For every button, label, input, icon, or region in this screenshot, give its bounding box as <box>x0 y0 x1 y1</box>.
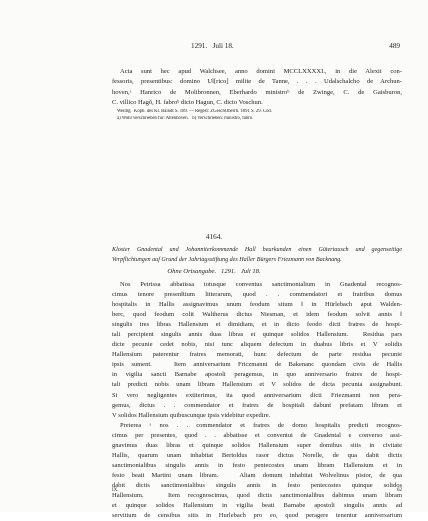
text-line: Hallis, quarum unam inhabitat Bertoldus rasor dictus Norelle, de qua dabit dictis <box>112 451 402 459</box>
text-line: Acta sunt hec apud Walchsee, anno domini MCCLXXXXI., in die Alexii con- <box>120 68 402 75</box>
note-line: Weilbg. Kopb. des Kl. Baindt S. 189. — Regest: ZGeschOberrh. 1891 S. 29. Cod. <box>117 109 272 114</box>
page-number: 489 <box>389 42 400 50</box>
charter-text <box>112 280 402 521</box>
header-date: 1291. Juli 18. <box>191 42 234 50</box>
text-line: festo beati Martini unam libram. Aliam domum inhabitat Wolvelinus pistor, de qua <box>112 471 402 479</box>
text-line: cimus tenore presen‖tium litterarum, quod . . commendatori et fratribus domus <box>112 291 402 299</box>
volume-mark: IX. <box>112 488 119 493</box>
text-line: dabit dictis sanctimonialibus singulis annis in festo pentecostes quinque solidos <box>112 481 402 489</box>
text-line: fessoris, presentibus: domino Ul[rico] milite de Tanne, . . . Udalschalcho de Archun- <box>112 78 402 86</box>
intro-paragraph <box>112 67 402 108</box>
text-line: gemus, dictus . . commendator et fratres de hospitali dabunt prefatam libram et <box>112 401 402 409</box>
text-line: Preterea ᵃ nos . . commendator et fratres de domo hospitalis predicti recognos- <box>120 421 402 429</box>
text-line: servitium de censibus sitis in Hurlebach pro eo, quod peragere tenentur anniversarium <box>112 512 402 520</box>
text-line: berc, quod feodum colit Waltherus dictus Niesman, et idem feodum solvit annis ‖ <box>112 311 402 319</box>
text-line: C. villico Hagŏ, H. fabroᵇ dicto Hagun, C. dicto Voschun. <box>112 98 263 106</box>
text-line: dicte pecunie cedet nobis, nisi tunc aliquem defectum in duabus libris et V solidis <box>112 341 402 349</box>
text-line: hospitalis in Hallis assignavimus unum feodum situm ‖ in Hürlebach aput Walden- <box>112 301 402 309</box>
text-line: cimus per presentes, quod . . abbatisse et conventui de Gnadental e converso assi- <box>112 431 402 439</box>
text-line: ipsis sument. Item anniversarium Friczmanni de Bakenanc quondam civis de Hallis <box>112 361 402 369</box>
text-line: et quinque solidos Hallensium in vigilia beati Barnabe apostoli singulis annis ad <box>112 502 402 510</box>
text-line: Hallensium paterentur fratres memorati, hunc defectum de parte residua pecunie <box>112 351 402 359</box>
text-line: sanctimonialibus singulis annis in festo pentecostes unam libram Hallensium et in <box>112 461 402 469</box>
page-footer <box>112 488 402 498</box>
text-line: Si vero negligentes extiterimus, ita quod anniversarium dicti Friezmanni non pera- <box>112 391 402 399</box>
text-line: V solidos Hallensium quibuscunque ipsis videbitur expedire. <box>112 411 271 419</box>
document-number: 4164. <box>205 233 223 241</box>
source-notes <box>117 109 407 123</box>
text-line: Nos Petrissa abbatissa totusque conventus sanctimonialium in Gnadental recognos- <box>120 281 402 288</box>
note-line: a) Wohl verschrieben für: Altenhoven. b) Verschrieben: ministro, fabro. <box>117 115 254 121</box>
regest-line: Kloster Gnadental und Johanniterkommende Hall beurkunden einen Gütertausch und gegenseitige <box>112 247 402 253</box>
sheet-signature: 62 <box>397 488 402 493</box>
regest <box>112 246 402 265</box>
dateline: Ohne Ortsangabe. 1291. Juli 18. <box>167 268 261 275</box>
text-line: tali predicti nobis unam libram Hallensium et V solidos de dicta pecunia assignabunt. <box>112 381 402 389</box>
text-line: hoven,ᵃ Hanrico de Molibronnen, Eberhardo ministroᵇ de Zwinge, C. de Gaisburon, <box>112 88 402 96</box>
text-line: singulis tres libras Hallensium et dimidiam, et in dicto feodo dicti fratres de hospi- <box>112 321 402 329</box>
text-line: gnavimus duas libras et quinque solidos Hallensium super domibus sitis in civitate <box>112 441 402 449</box>
text-line: Hallensium. Item recognoscimus, quod dictis sanctimonialibus dabimus unam libram <box>112 491 402 499</box>
running-header <box>129 42 400 54</box>
regest-line: Verpflichtungen auf Grund der Jahrtagsstiftung des Haller Bürgers Friezmann von Backnang. <box>112 256 342 263</box>
text-line: in vigilia sancti Barnabe apostoli peragemus, in quo anniversario fratres de hospi- <box>112 371 402 379</box>
text-line: tali percipient singulis annis duas libras et quinque solidos Hallensium. Residua pars <box>112 331 402 339</box>
